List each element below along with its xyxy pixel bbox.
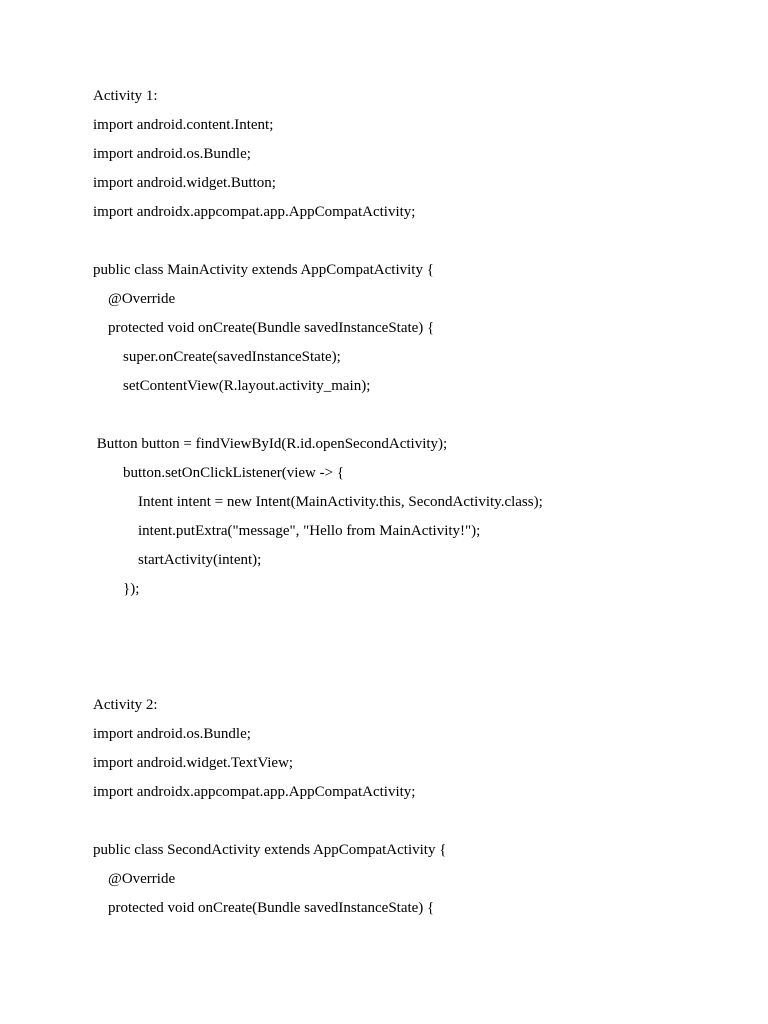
activity1-code-line: button.setOnClickListener(view -> { bbox=[93, 465, 345, 481]
activity1-import-line: import android.content.Intent; bbox=[93, 117, 274, 133]
activity1-import-line: import android.widget.Button; bbox=[93, 175, 276, 191]
activity1-code-line: setContentView(R.layout.activity_main); bbox=[93, 378, 371, 394]
activity1-code-line: super.onCreate(savedInstanceState); bbox=[93, 349, 341, 365]
activity2-code-line: @Override bbox=[93, 871, 176, 887]
activity2-heading: Activity 2: bbox=[93, 697, 158, 713]
blank-line bbox=[93, 811, 733, 840]
activity2-import-line: import androidx.appcompat.app.AppCompatActivity; bbox=[93, 784, 416, 800]
activity1-code-line: }); bbox=[93, 581, 140, 597]
activity1-code-line: Button button = findViewById(R.id.openSecondActivity); bbox=[93, 436, 448, 452]
document-body bbox=[93, 86, 733, 927]
activity1-code-line: intent.putExtra("message", "Hello from MainActivity!"); bbox=[93, 523, 481, 539]
activity2-import-line: import android.widget.TextView; bbox=[93, 755, 294, 771]
activity1-code-line: startActivity(intent); bbox=[93, 552, 262, 568]
activity2-import-line: import android.os.Bundle; bbox=[93, 726, 251, 742]
section-gap bbox=[93, 608, 733, 695]
activity1-heading: Activity 1: bbox=[93, 88, 158, 104]
activity2-code-line: protected void onCreate(Bundle savedInstanceState) { bbox=[93, 900, 435, 916]
activity2-code-line: public class SecondActivity extends AppCompatActivity { bbox=[93, 842, 447, 858]
activity1-import-line: import androidx.appcompat.app.AppCompatActivity; bbox=[93, 204, 416, 220]
activity1-code-line: protected void onCreate(Bundle savedInstanceState) { bbox=[93, 320, 435, 336]
activity1-code-line bbox=[93, 405, 733, 434]
blank-line bbox=[93, 231, 733, 260]
activity1-code-line: @Override bbox=[93, 291, 176, 307]
activity1-code-line: public class MainActivity extends AppCompatActivity { bbox=[93, 262, 434, 278]
activity1-import-line: import android.os.Bundle; bbox=[93, 146, 251, 162]
activity1-code-line: Intent intent = new Intent(MainActivity.this, SecondActivity.class); bbox=[93, 494, 543, 510]
